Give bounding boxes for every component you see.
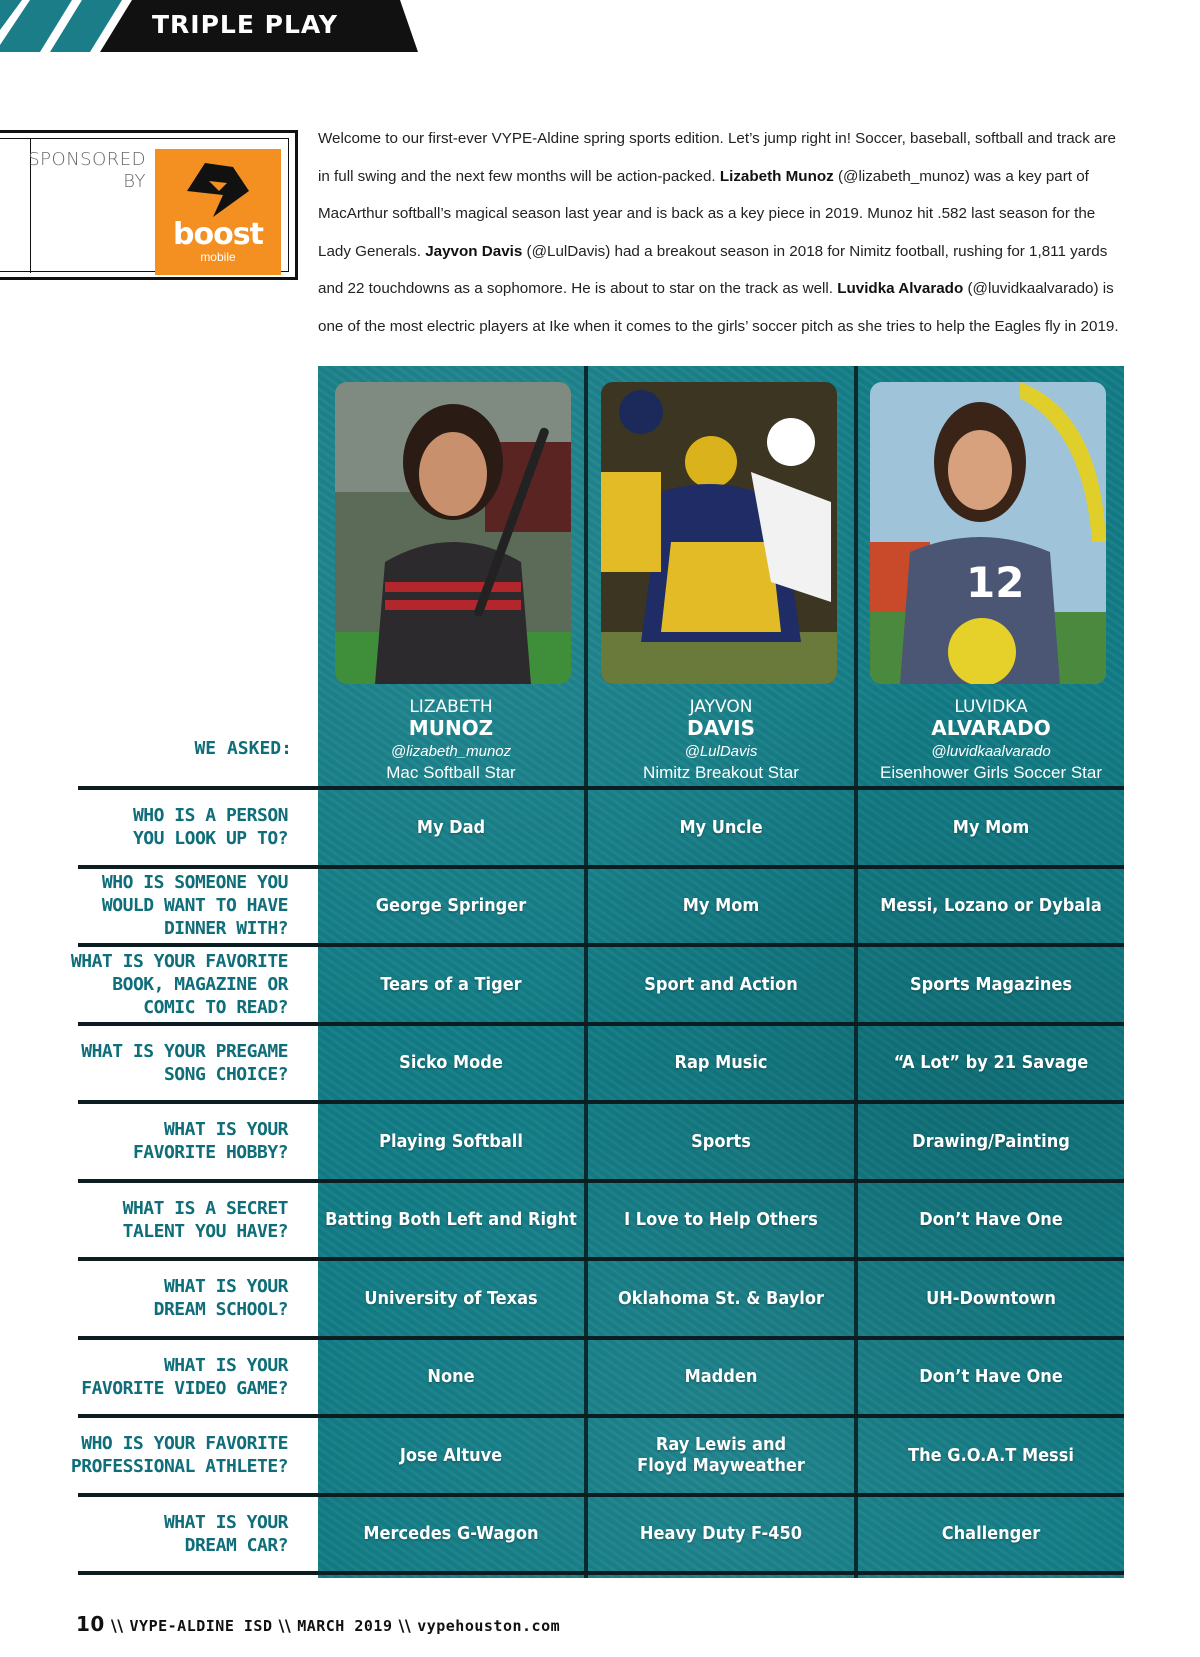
row-divider: [78, 865, 1124, 869]
page-number: 10: [76, 1612, 105, 1636]
answer-cell: Jose Altuve: [399, 1444, 503, 1466]
intro-player-name: Luvidka Alvarado: [837, 280, 964, 297]
answer-cell: Mercedes G-Wagon: [363, 1523, 539, 1545]
intro-text: (@lizabeth_munoz) was a key part of MacArthur softball’s magical season last year and is back as a key piece in 2019. Munoz hit .582 last season for the Lady Generals.: [318, 167, 1096, 260]
answer-cell: Don’t Have One: [919, 1366, 1063, 1388]
player-role: Nimitz Breakout Star: [643, 763, 799, 782]
boost-subword: mobile: [200, 250, 236, 264]
player-first-name: LUVIDKA: [954, 697, 1028, 717]
answer-cell: Madden: [684, 1366, 758, 1388]
question-line: WHAT IS YOUR: [163, 1119, 288, 1141]
question-line: DREAM SCHOOL?: [153, 1299, 288, 1321]
footer-separator: \\: [278, 1616, 292, 1635]
sponsor-label-line2: BY: [123, 171, 146, 192]
question-line: FAVORITE VIDEO GAME?: [81, 1377, 288, 1399]
question-line: WHAT IS A SECRET: [122, 1197, 288, 1219]
question-line: DINNER WITH?: [163, 918, 288, 940]
question-line: DREAM CAR?: [184, 1534, 288, 1556]
question-line: SONG CHOICE?: [163, 1063, 288, 1085]
question-label: [60, 1275, 288, 1321]
intro-paragraph: [318, 120, 1128, 345]
answer-cell: Heavy Duty F-450: [639, 1523, 803, 1545]
question-line: WHAT IS YOUR: [163, 1276, 288, 1298]
answer-cell: Drawing/Painting: [912, 1130, 1070, 1152]
column-divider: [584, 366, 588, 1578]
player-photo-davis: [601, 382, 837, 684]
we-asked-label: WE ASKED:: [194, 738, 292, 759]
player-header-davis: [588, 698, 854, 784]
answer-cell: My Mom: [952, 816, 1030, 838]
row-divider: [78, 1100, 1124, 1104]
sponsor-label-line1: SPONSORED: [28, 149, 146, 170]
row-divider: [78, 1179, 1124, 1183]
row-divider: [78, 1414, 1124, 1418]
question-line: COMIC TO READ?: [143, 996, 288, 1018]
question-line: FAVORITE HOBBY?: [132, 1142, 288, 1164]
intro-text: Welcome to our first-ever VYPE-Aldine spring sports edition. Let’s jump right in! Soccer, baseball, softball and track are in full swing and the next few months will be action-packed.: [318, 130, 1117, 185]
intro-player-name: Jayvon Davis: [425, 242, 523, 260]
intro-text: (@luvidkaalvarado) is one of the most electric players at Ike when it comes to the girls’ soccer pitch as she tries to help the Eagles fly in 2019.: [318, 280, 1119, 335]
answer-cell: George Springer: [375, 895, 527, 917]
answer-cell: Sports Magazines: [909, 973, 1073, 995]
answer-cell: My Dad: [416, 816, 486, 838]
question-line: WHO IS SOMEONE YOU: [101, 872, 288, 894]
question-label: [60, 950, 288, 1019]
answer-cell: UH-Downtown: [926, 1287, 1056, 1309]
answer-cell: Sicko Mode: [399, 1052, 503, 1074]
intro-player-name: Lizabeth Munoz: [719, 167, 834, 185]
player-last-name: MUNOZ: [408, 716, 494, 740]
player-handle: @luvidkaalvarado: [931, 743, 1051, 760]
footer-separator: \\: [398, 1616, 412, 1635]
row-divider: [78, 1493, 1124, 1497]
question-label: [60, 1432, 288, 1478]
answer-cell: Don’t Have One: [919, 1209, 1063, 1231]
question-label: [60, 1118, 288, 1164]
question-label: [60, 1040, 288, 1086]
answer-cell: Tears of a Tiger: [380, 973, 522, 995]
question-line: WHO IS YOUR FAVORITE: [81, 1433, 288, 1455]
question-label: [60, 1511, 288, 1557]
sponsor-inner-frame: [0, 138, 289, 272]
player-role: Eisenhower Girls Soccer Star: [879, 763, 1103, 782]
row-divider: [78, 1022, 1124, 1026]
player-first-name: LIZABETH: [409, 697, 493, 717]
question-line: YOU LOOK UP TO?: [132, 828, 288, 850]
answer-cell: My Mom: [682, 895, 760, 917]
row-divider: [78, 943, 1124, 947]
player-role: Mac Softball Star: [386, 763, 516, 782]
player-header-alvarado: [858, 698, 1124, 784]
svg-text:12: 12: [966, 558, 1025, 607]
answer-cell: Challenger: [941, 1523, 1041, 1545]
player-first-name: JAYVON: [689, 697, 753, 717]
answer-cell: My Uncle: [679, 816, 763, 838]
question-line: WOULD WANT TO HAVE: [101, 895, 288, 917]
banner-title: TRIPLE PLAY: [152, 10, 338, 39]
answer-cell: Oklahoma St. & Baylor: [618, 1287, 824, 1309]
row-divider: [78, 1336, 1124, 1340]
footer-publication: VYPE-ALDINE ISD: [129, 1617, 273, 1635]
answer-cell: “A Lot” by 21 Savage: [893, 1052, 1089, 1074]
footer-separator: \\: [110, 1616, 124, 1635]
row-divider: [78, 786, 1124, 790]
player-handle: @lizabeth_munoz: [390, 743, 512, 760]
question-line: WHAT IS YOUR: [163, 1511, 288, 1533]
row-divider: [78, 1257, 1124, 1261]
row-divider: [78, 1571, 1124, 1575]
question-line: TALENT YOU HAVE?: [122, 1220, 288, 1242]
question-label: [60, 1197, 288, 1243]
sponsor-box: [0, 130, 298, 280]
answer-cell: Sport and Action: [644, 973, 798, 995]
intro-text: (@LulDavis) had a breakout season in 2018 for Nimitz football, rushing for 1,811 yards and 22 touchdowns as a sophomore. He is about to star on the track as well.: [318, 242, 1108, 297]
boost-wordmark: boost: [173, 217, 263, 252]
boost-arrow-icon: [183, 161, 253, 219]
footer-site: vypehouston.com: [417, 1617, 561, 1635]
answer-cell: Ray Lewis and Floyd Mayweather: [637, 1434, 805, 1477]
boost-mobile-logo: [155, 149, 281, 275]
player-header-munoz: [318, 698, 584, 784]
answer-cell: Playing Softball: [379, 1130, 523, 1152]
answer-cell: None: [427, 1366, 475, 1388]
sponsor-label: [28, 149, 146, 193]
question-line: WHO IS A PERSON: [132, 805, 288, 827]
answer-cell: Rap Music: [674, 1052, 768, 1074]
section-banner: [0, 0, 430, 52]
question-line: WHAT IS YOUR FAVORITE: [70, 950, 288, 972]
answer-cell: I Love to Help Others: [624, 1209, 818, 1231]
answer-cell: University of Texas: [364, 1287, 538, 1309]
answer-cell: Sports: [691, 1130, 751, 1152]
column-divider: [854, 366, 858, 1578]
player-last-name: DAVIS: [686, 716, 756, 740]
question-label: [60, 1354, 288, 1400]
answer-cell: Messi, Lozano or Dybala: [880, 895, 1102, 917]
question-line: WHAT IS YOUR: [163, 1354, 288, 1376]
player-photo-alvarado: [870, 382, 1106, 684]
page-footer: [76, 1612, 560, 1636]
answer-cell: Batting Both Left and Right: [325, 1209, 577, 1231]
answer-cell: The G.O.A.T Messi: [908, 1444, 1074, 1466]
question-line: WHAT IS YOUR PREGAME: [81, 1040, 288, 1062]
footer-issue: MARCH 2019: [297, 1617, 393, 1635]
player-handle: @LulDavis: [684, 743, 758, 760]
question-label: [60, 804, 288, 850]
question-line: PROFESSIONAL ATHLETE?: [70, 1456, 288, 1478]
question-label: [60, 871, 288, 940]
player-photo-munoz: [335, 382, 571, 684]
player-last-name: ALVARADO: [931, 716, 1051, 740]
question-line: BOOK, MAGAZINE OR: [112, 973, 288, 995]
